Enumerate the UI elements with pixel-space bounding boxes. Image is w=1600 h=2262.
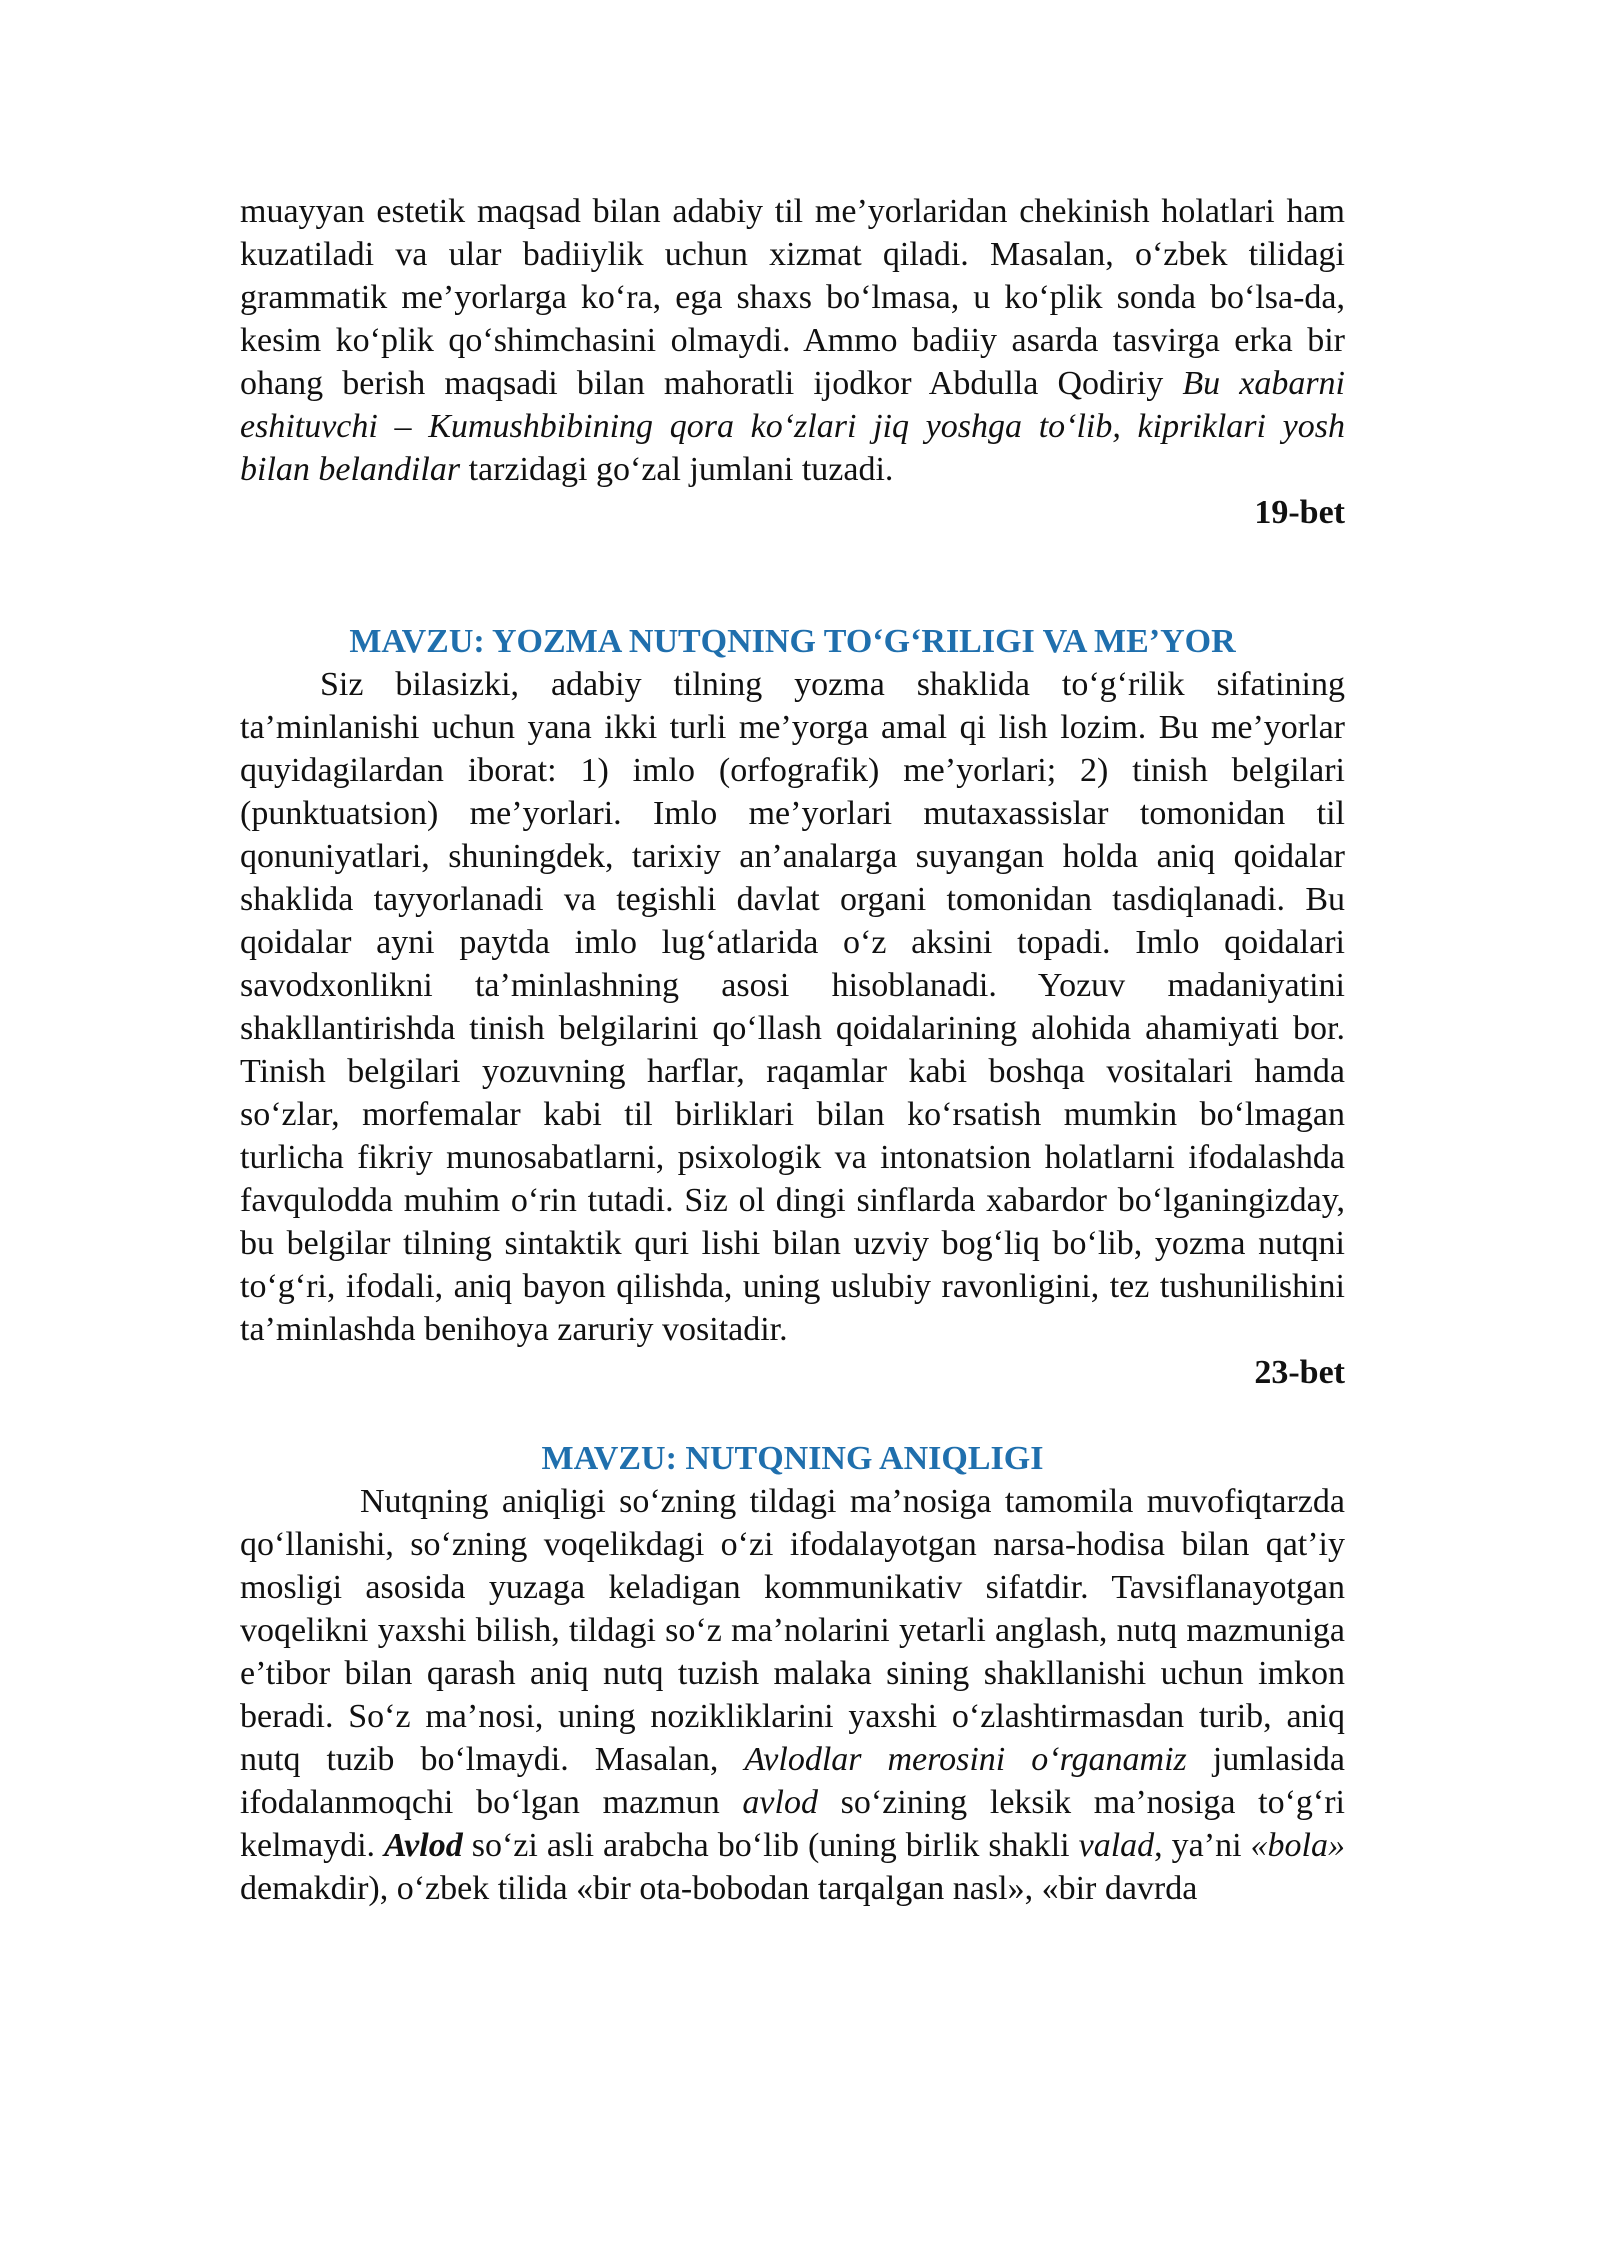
section-gap xyxy=(240,534,1345,620)
section-gap xyxy=(240,1394,1345,1437)
paragraph-text: Nutqning aniqligi so‘zning tildagi ma’nosiga tamomila muvofiqtarzda qo‘llanishi, so‘zning voqelikdagi o‘zi ifodalayotgan narsa-hodisa bilan qat’iy mosligi asosida yuzaga keladigan kommunikativ sifatdir. Tavsiflanayotgan voqelikni yaxshi bilish, tildagi so‘z ma’nolarini yetarli anglash, nutq mazmuniga e’tibor bilan qarash aniq nutq tuzish malaka sining shakllanishi uchun imkon beradi. So‘z ma’nosi, uning nozikliklarini yaxshi o‘zlashtirmasdan turib, aniq nutq tuzib bo‘lmaydi. Masalan, xyxy=(240,1483,1345,1778)
paragraph-text: jumlasida ifodalanmoqchi bo‘lgan mazmun xyxy=(240,1741,1345,1821)
section-heading: MAVZU: NUTQNING ANIQLIGI xyxy=(541,1440,1044,1477)
document-page xyxy=(240,190,1345,1910)
page-reference: 19-bet xyxy=(1254,494,1345,531)
page-reference: 23-bet xyxy=(1254,1354,1345,1391)
paragraph-text: muayyan estetik maqsad bilan adabiy til me’yorlaridan chekinish holatlari ham kuzatiladi va ular badiiylik uchun xizmat qiladi. Masalan, o‘zbek tilidagi grammatik me’yorlarga ko‘ra, ega shaxs bo‘lmasa, u ko‘plik sonda bo‘lsa-da, kesim ko‘plik qo‘shimchasini olmaydi. Ammo badiiy asarda tasvirga erka bir ohang berish maqsadi bilan mahoratli ijodkor Abdulla Qodiriy xyxy=(240,193,1345,402)
paragraph-body xyxy=(240,1480,1345,1910)
paragraph-text: so‘zi asli arabcha bo‘lib (uning birlik shakli xyxy=(462,1827,1079,1864)
paragraph-text: tarzidagi go‘zal jumlani tuzadi. xyxy=(460,451,894,488)
term-italic: valad xyxy=(1078,1827,1155,1864)
paragraph-text: demakdir), o‘zbek tilida «bir ota-bobodan tarqalgan nasl», «bir davrda xyxy=(240,1870,1198,1907)
quote-italic: Bu xabarni eshituvchi – Kumushbibining qora ko‘zlari jiq yoshga to‘lib, kipriklari yosh bilan belandilar xyxy=(240,365,1345,488)
paragraph-body: Siz bilasizki, adabiy tilning yozma shaklida to‘g‘rilik sifatining ta’minlanishi uchun yana ikki turli me’yorga amal qi lish lozim. Bu me’yorlar quyidagilardan iborat: 1) imlo (orfografik) me’yorlari; 2) tinish belgilari (punktuatsion) me’yorlari. Imlo me’yorlari mutaxassislar tomonidan til qonuniyatlari, shuningdek, tarixiy an’analarga suyangan holda aniq qoidalar shaklida tayyorlanadi va tegishli davlat organi tomonidan tasdiqlanadi. Bu qoidalar ayni paytda imlo lug‘atlarida o‘z aksini topadi. Imlo qoidalari savodxonlikni ta’minlashning asosi hisoblanadi. Yozuv madaniyatini shakllantirishda tinish belgilarini qo‘llash qoidalarining alohida ahamiyati bor. Tinish belgilari yozuvning harflar, raqamlar kabi boshqa vositalari hamda so‘zlar, morfemalar kabi til birliklari bilan ko‘rsatish mumkin bo‘lmagan turlicha fikriy munosabatlarni, psixologik va intonatsion holatlarni ifodalashda favqulodda muhim o‘rin tutadi. Siz ol dingi sinflarda xabardor bo‘lganingizday, bu belgilar tilning sintaktik quri lishi bilan uzviy bog‘liq bo‘lib, yozma nutqni to‘g‘ri, ifodali, aniq bayon qilishda, uning uslubiy ravonligini, tez tushunilishini ta’minlashda benihoya zaruriy vositadir. xyxy=(240,666,1345,1348)
paragraph-intro xyxy=(240,190,1345,491)
example-italic: Avlodlar merosini o‘rganamiz xyxy=(744,1741,1187,1778)
section-heading: MAVZU: YOZMA NUTQNING TO‘G‘RILIGI VA ME’YOR xyxy=(349,623,1236,660)
term-italic: avlod xyxy=(742,1784,818,1821)
term-bold-italic: Avlod xyxy=(384,1827,463,1864)
paragraph-text: , ya’ni xyxy=(1154,1827,1251,1864)
paragraph-text: so‘zining leksik ma’nosiga to‘g‘ri kelmaydi. xyxy=(240,1784,1345,1864)
term-italic: «bola» xyxy=(1250,1827,1345,1864)
